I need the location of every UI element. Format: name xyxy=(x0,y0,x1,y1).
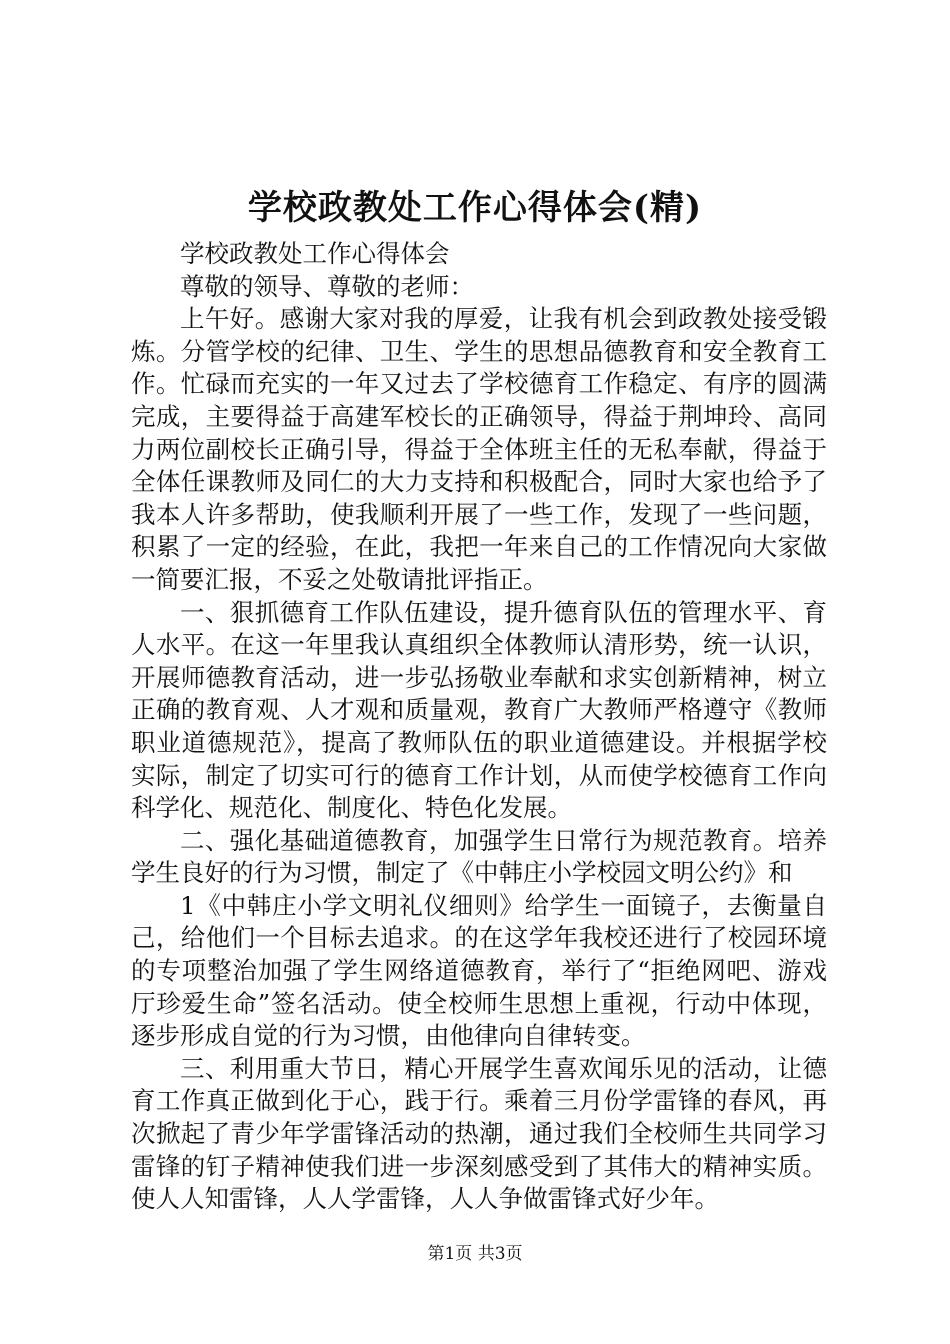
paragraph-salutation: 尊敬的领导、尊敬的老师： xyxy=(180,271,474,301)
document-title: 学校政教处工作心得体会(精) xyxy=(247,188,703,228)
document-body xyxy=(131,238,827,1216)
paragraph-section-two: 二、强化基础道德教育，加强学生日常行为规范教育。培养学生良好的行为习惯，制定了《中韩庄小学校园文明公约》和 xyxy=(131,825,827,888)
paragraph-heading: 学校政教处工作心得体会 xyxy=(180,239,450,268)
paragraph-section-two-continued: 1《中韩庄小学文明礼仪细则》给学生一面镜子，去衡量自己，给他们一个目标去追求。的在这学年我校还进行了校园环境的专项整治加强了学生网络道德教育，举行了“拒绝网吧、游戏厅珍爱生命”签名活动。使全校师生思想上重视，行动中体现，逐步形成自觉的行为习惯，由他律向自律转变。 xyxy=(131,890,827,1051)
paragraph-section-one: 一、狠抓德育工作队伍建设，提升德育队伍的管理水平、育人水平。在这一年里我认真组织全体教师认清形势，统一认识，开展师德教育活动，进一步弘扬敬业奉献和求实创新精神，树立正确的教育观、人才观和质量观，教育广大教师严格遵守《教师职业道德规范》，提高了教师队伍的职业道德建设。并根据学校实际，制定了切实可行的德育工作计划，从而使学校德育工作向科学化、规范化、制度化、特色化发展。 xyxy=(131,597,827,823)
page-number-footer: 第1页 共3页 xyxy=(427,1244,523,1264)
paragraph-section-three: 三、利用重大节日，精心开展学生喜欢闻乐见的活动，让德育工作真正做到化于心，践于行。乘着三月份学雷锋的春风，再次掀起了青少年学雷锋活动的热潮，通过我们全校师生共同学习雷锋的钉子精神使我们进一步深刻感受到了其伟大的精神实质。使人人知雷锋，人人学雷锋，人人争做雷锋式好少年。 xyxy=(131,1053,827,1214)
paragraph-intro: 上午好。感谢大家对我的厚爱，让我有机会到政教处接受锻炼。分管学校的纪律、卫生、学生的思想品德教育和安全教育工作。忙碌而充实的一年又过去了学校德育工作稳定、有序的圆满完成，主要得益于高建军校长的正确领导，得益于荆坤玲、高同力两位副校长正确引导，得益于全体班主任的无私奉献，得益于全体任课教师及同仁的大力支持和积极配合，同时大家也给予了我本人许多帮助，使我顺利开展了一些工作，发现了一些问题，积累了一定的经验，在此，我把一年来自己的工作情况向大家做一简要汇报，不妥之处敬请批评指正。 xyxy=(131,304,827,594)
